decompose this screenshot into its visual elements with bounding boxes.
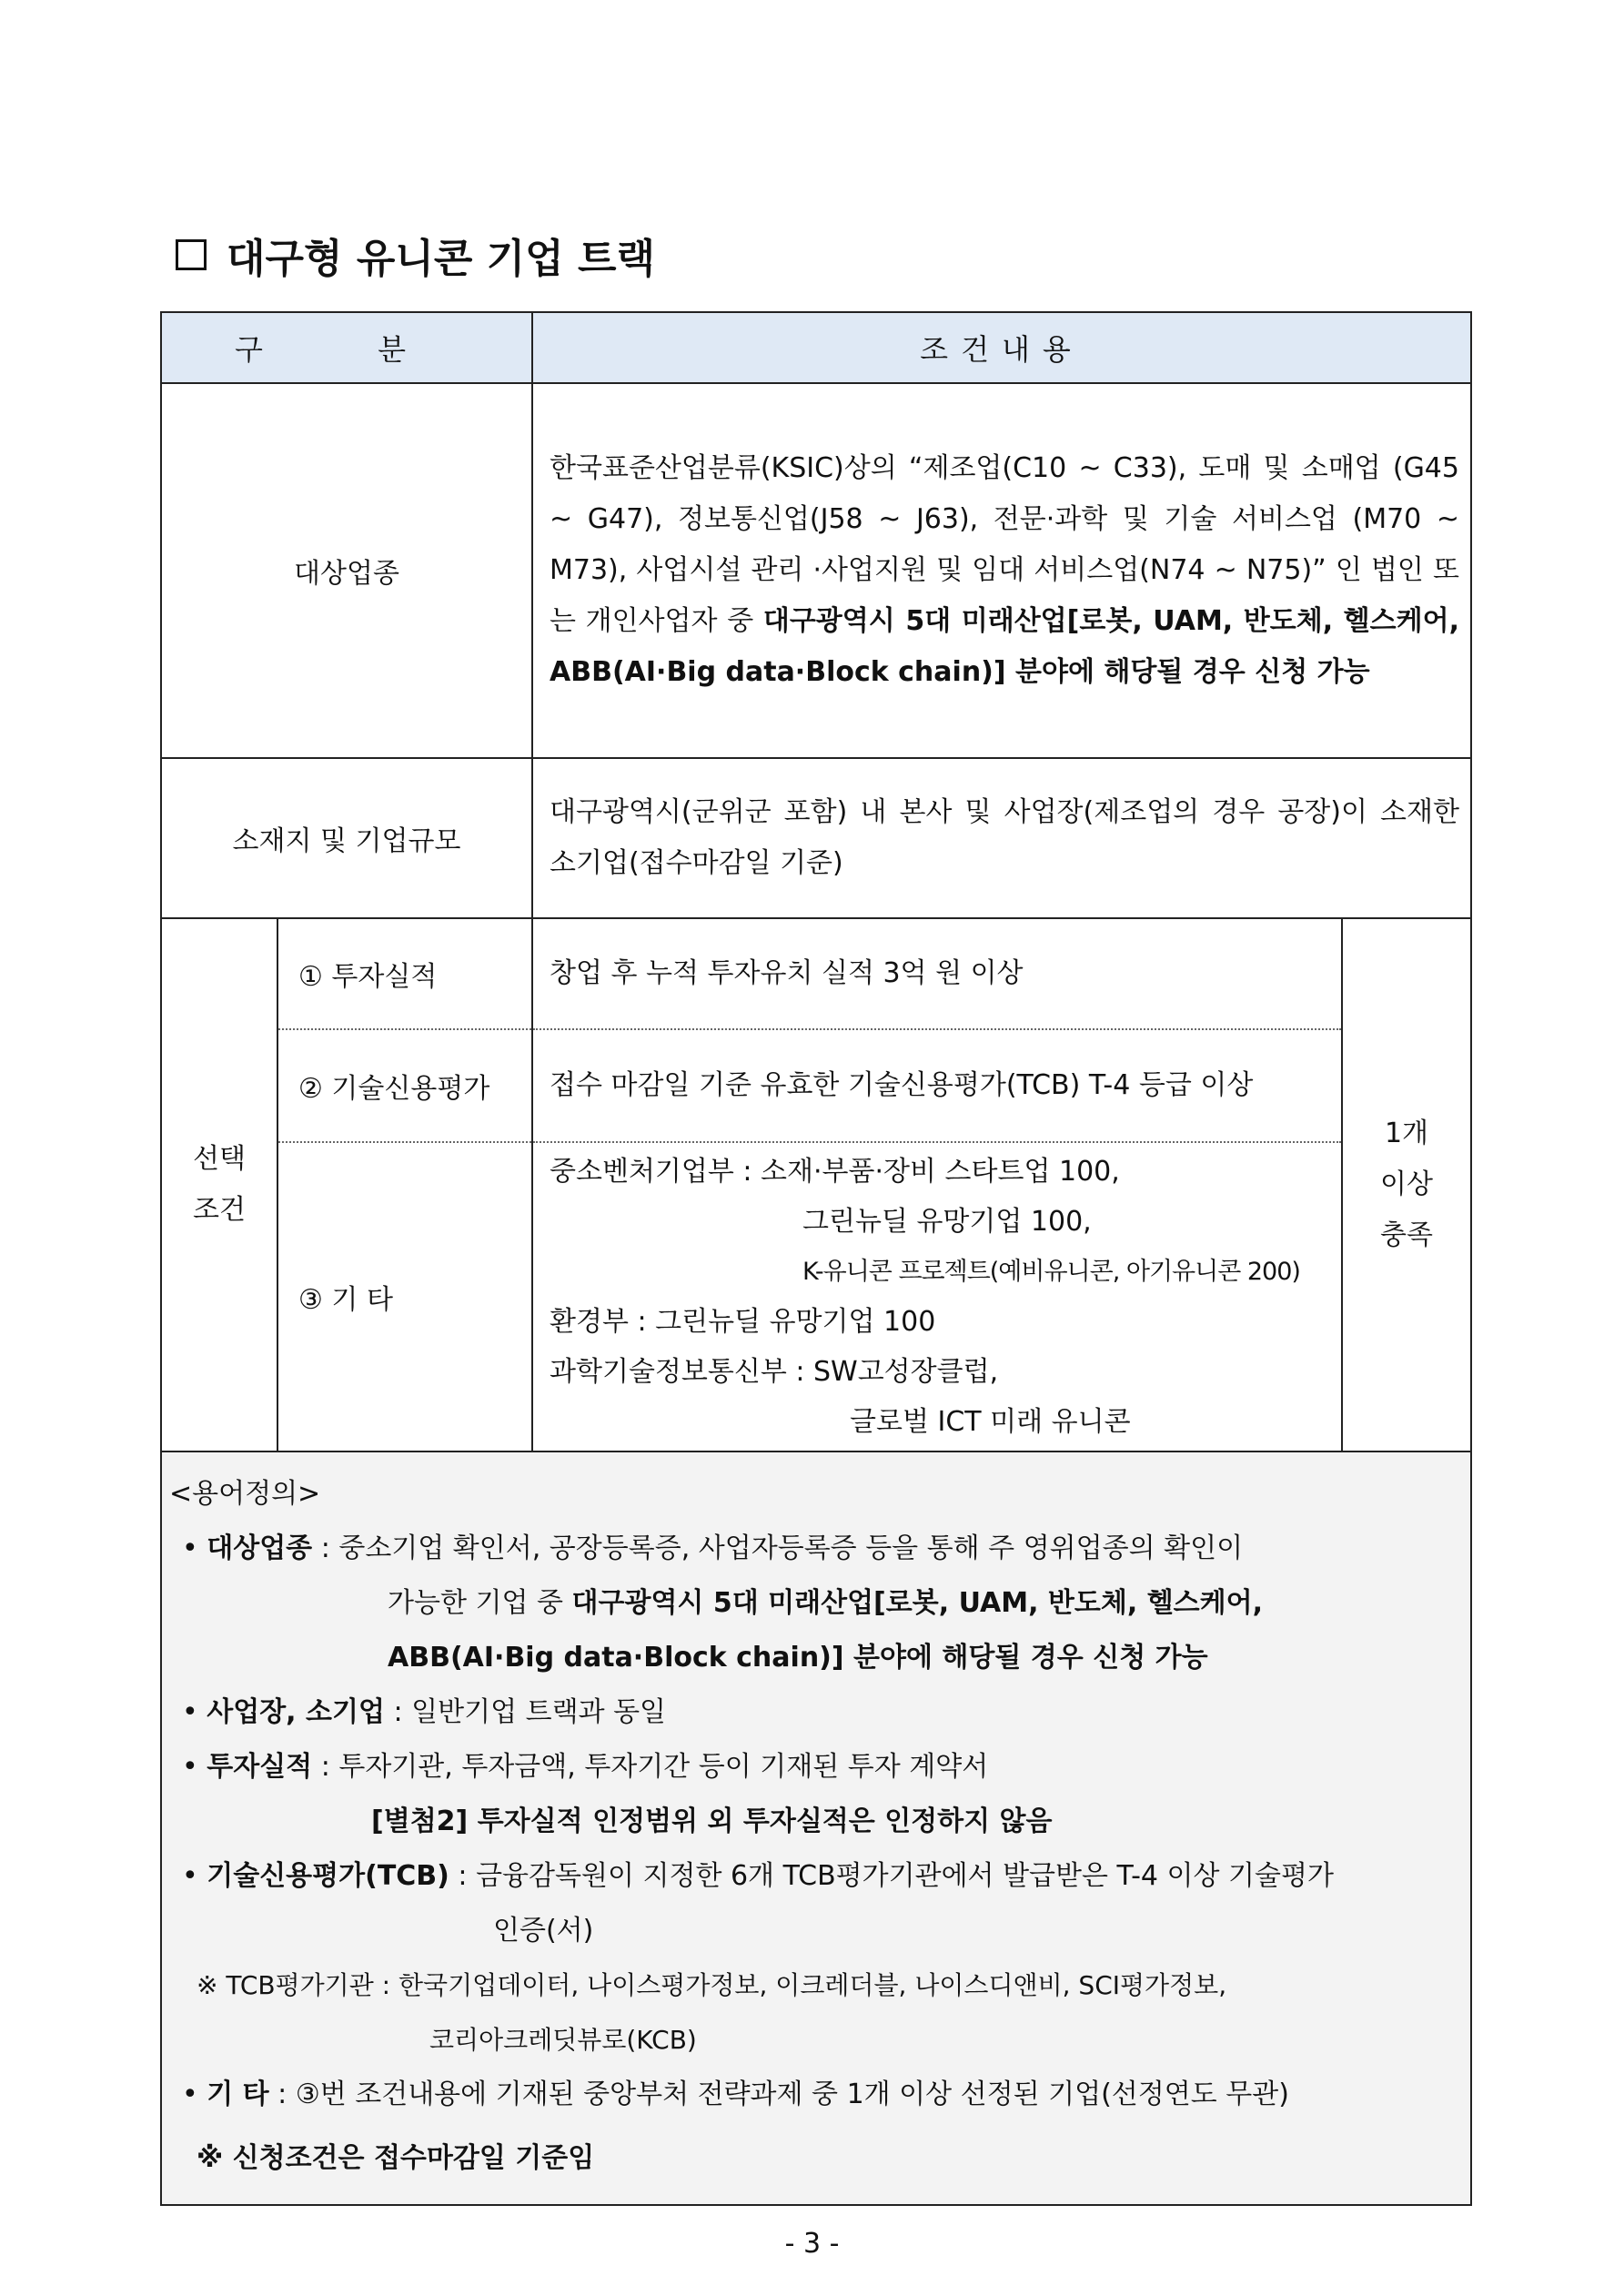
definitions-box: [161, 1451, 1471, 2205]
table-header-row: [161, 312, 1471, 383]
def-tcb-orgs: ※ TCB평가기관 : 한국기업데이터, 나이스평가정보, 이크레더블, 나이스디앤비, SCI평가정보,: [197, 1970, 1227, 2000]
def-etc: • 기 타 : ③번 조건내용에 기재된 중앙부처 전략과제 중 1개 이상 선정된 기업(선정연도 무관): [182, 2079, 1289, 2110]
investment-row: [161, 918, 1471, 1029]
selection-label-line1: 선택: [193, 1143, 246, 1175]
def-invest-text: : 투자기관, 투자금액, 투자기간 등이 기재된 투자 계약서: [312, 1751, 989, 1783]
selection-label-line2: 조건: [193, 1194, 246, 1226]
location-row: [161, 758, 1471, 918]
page-number: - 3 -: [784, 2228, 840, 2260]
satisfy-note-line3: 충족: [1380, 1219, 1433, 1251]
target-industry-text: 한국표준산업분류(KSIC)상의 “제조업(C10 ~ C33), 도매 및 소매업 (G45 ~ G47), 정보통신업(J58 ~ J63), 전문·과학 및 기술 서비스업 (M70 ~ M73), 사업시설 관리 ·사업지원 및 임대 서비스업(N74 ~ N75)” 인 법인 또는 개인사업자 중: [550, 452, 1459, 637]
def-workplace-term: 사업장, 소기업: [207, 1696, 385, 1728]
etc-label: ③ 기 타: [277, 1142, 532, 1451]
investment-content: 창업 후 누적 투자유치 실적 3억 원 이상: [532, 918, 1342, 1029]
etc-line-2: 그린뉴딜 유망기업 100,: [802, 1206, 1092, 1238]
def-tcb-term: 기술신용평가(TCB): [207, 1860, 449, 1892]
def-industry-text2: 가능한 기업 중: [388, 1587, 572, 1619]
etc-line-5: 과학기술정보통신부 : SW고성장클럽,: [550, 1356, 999, 1388]
location-content: 대구광역시(군위군 포함) 내 본사 및 사업장(제조업의 경우 공장)이 소재한 소기업(접수마감일 기준): [532, 758, 1471, 918]
def-invest-note: [별첨2] 투자실적 인정범위 외 투자실적은 인정하지 않음: [371, 1805, 1053, 1837]
def-workplace: • 사업장, 소기업 : 일반기업 트랙과 동일: [182, 1696, 667, 1728]
selection-label: [161, 918, 277, 1451]
page-title-text: 대구형 유니콘 기업 트랙: [227, 236, 655, 282]
def-industry-bold2: 대구광역시 5대 미래산업[로봇, UAM, 반도체, 헬스케어,: [571, 1587, 1264, 1619]
def-invest: • 투자실적 : 투자기관, 투자금액, 투자기간 등이 기재된 투자 계약서: [182, 1751, 989, 1783]
def-invest-term: 투자실적: [207, 1751, 313, 1783]
def-tcb-text2: 인증(서): [493, 1915, 594, 1947]
def-workplace-text: : 일반기업 트랙과 동일: [384, 1696, 667, 1728]
satisfy-note-line1: 1개: [1384, 1118, 1429, 1149]
def-etc-text: : ③번 조건내용에 기재된 중앙부처 전략과제 중 1개 이상 선정된 기업(선정연도 무관): [268, 2079, 1289, 2110]
def-tcb: • 기술신용평가(TCB) : 금융감독원이 지정한 6개 TCB평가기관에서 발급받은 T-4 이상 기술평가: [182, 1860, 1334, 1892]
def-industry: • 대상업종 : 중소기업 확인서, 공장등록증, 사업자등록증 등을 통해 주 영위업종의 확인이: [182, 1532, 1244, 1564]
condition-table: [160, 311, 1472, 2206]
def-industry-line2: [169, 1576, 1458, 1631]
satisfy-note: [1342, 918, 1471, 1451]
def-tcb-text: : 금융감독원이 지정한 6개 TCB평가기관에서 발급받은 T-4 이상 기술평가: [449, 1860, 1334, 1892]
def-industry-term: 대상업종: [207, 1532, 313, 1564]
etc-line-1: 중소벤처기업부 : 소재·부품·장비 스타트업 100,: [550, 1156, 1120, 1188]
location-label: 소재지 및 기업규모: [161, 758, 532, 918]
def-etc-term: 기 타: [207, 2079, 269, 2110]
etc-line-6: 글로벌 ICT 미래 유니콘: [850, 1406, 1131, 1438]
final-note: ※ 신청조건은 접수마감일 기준임: [197, 2142, 595, 2174]
etc-row: [161, 1142, 1471, 1451]
satisfy-note-line2: 이상: [1380, 1168, 1433, 1200]
target-industry-content: [532, 383, 1471, 758]
etc-line-4: 환경부 : 그린뉴딜 유망기업 100: [550, 1306, 936, 1338]
target-industry-label: 대상업종: [161, 383, 532, 758]
header-category: 구 분: [161, 312, 532, 383]
target-industry-bold: 대구광역시 5대 미래산업[로봇, UAM, 반도체, 헬스케어, ABB(AI·Big data·Block chain)] 분야에 해당될 경우 신청 가능: [550, 605, 1459, 688]
header-conditions: 조건내용: [532, 312, 1471, 383]
investment-label: ① 투자실적: [277, 918, 532, 1029]
etc-line-3: K-유니콘 프로젝트(예비유니콘, 아기유니콘 200): [802, 1258, 1300, 1286]
definitions-heading: <용어정의>: [169, 1478, 321, 1510]
checkbox-square-icon: [176, 239, 207, 270]
tcb-content: 접수 마감일 기준 유효한 기술신용평가(TCB) T-4 등급 이상: [532, 1029, 1342, 1142]
page-title: [176, 223, 655, 287]
etc-content: [532, 1142, 1342, 1451]
target-industry-row: [161, 383, 1471, 758]
definitions-row: [161, 1451, 1471, 2205]
tcb-row: [161, 1029, 1471, 1142]
def-tcb-orgs2: 코리아크레딧뷰로(KCB): [429, 2025, 697, 2055]
def-industry-text: : 중소기업 확인서, 공장등록증, 사업자등록증 등을 통해 주 영위업종의 확인이: [312, 1532, 1244, 1564]
tcb-label: ② 기술신용평가: [277, 1029, 532, 1142]
def-industry-line3: ABB(AI·Big data·Block chain)] 분야에 해당될 경우 신청 가능: [388, 1642, 1208, 1674]
